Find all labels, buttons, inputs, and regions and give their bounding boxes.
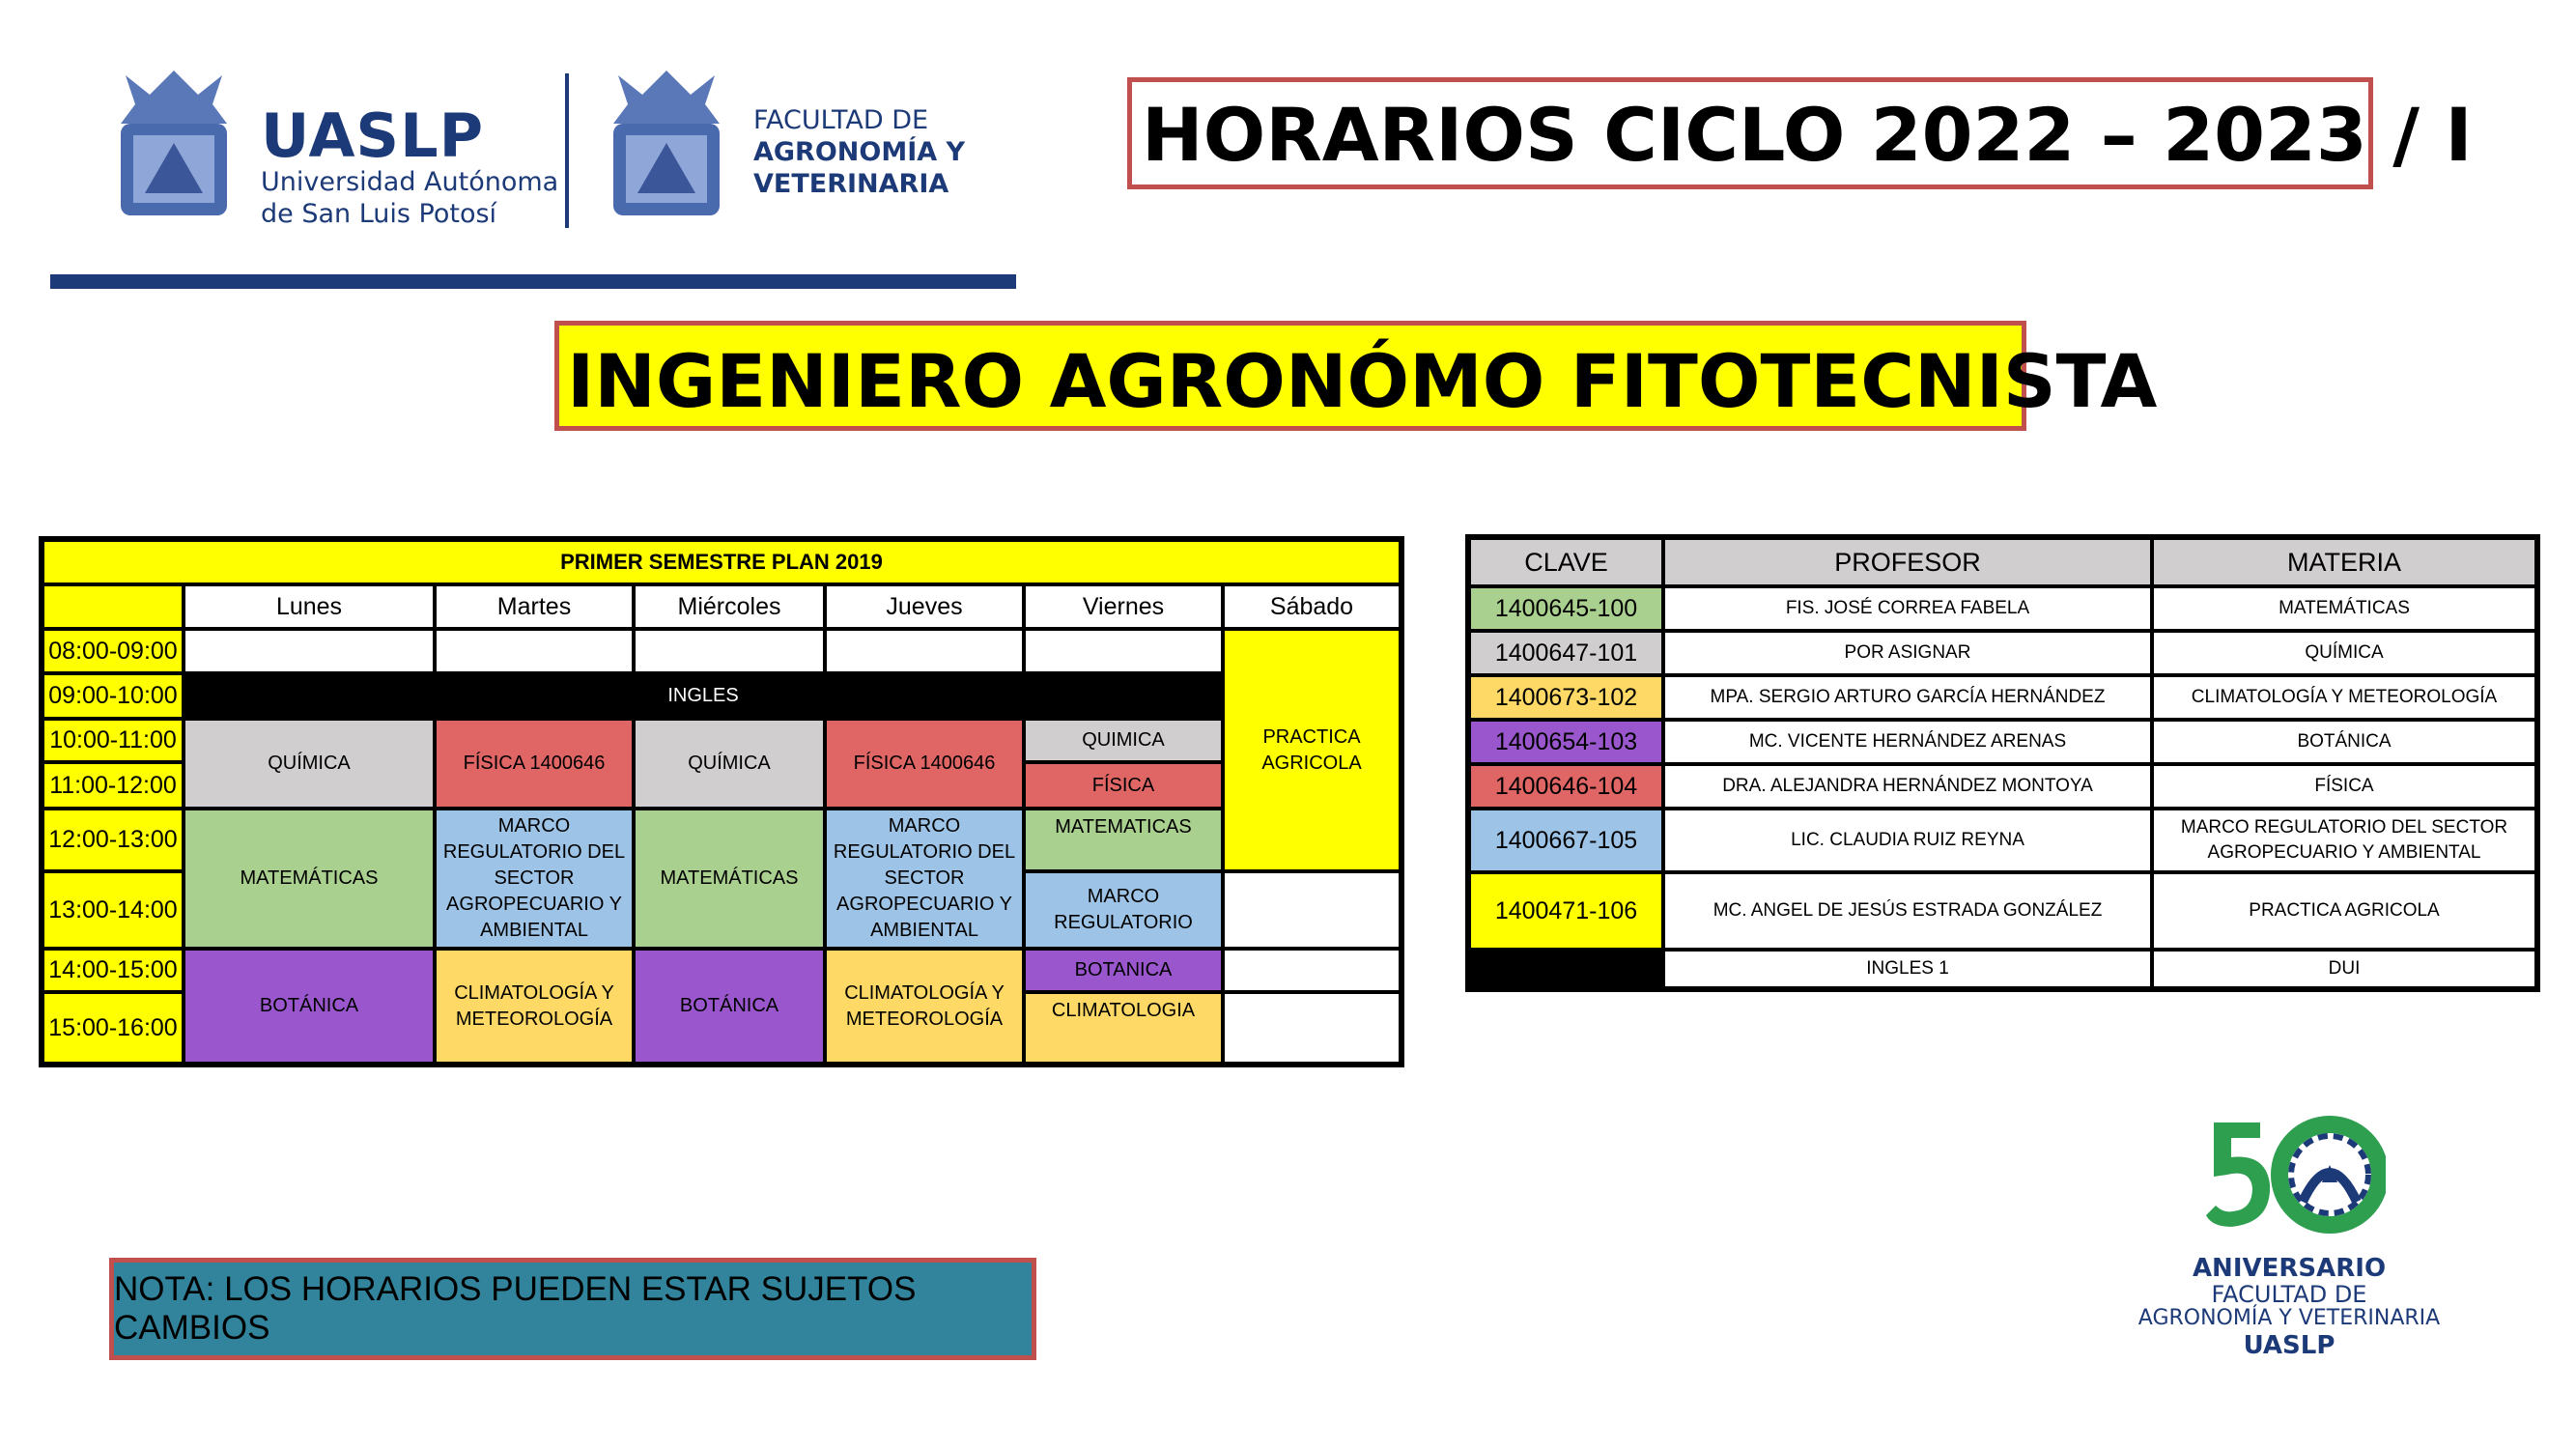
class-fisica: FÍSICA 1400646: [825, 719, 1024, 809]
time-slot: 11:00-12:00: [42, 762, 184, 809]
class-botanica: BOTANICA: [1024, 949, 1223, 992]
class-practica-agricola: PRACTICA AGRICOLA: [1223, 629, 1401, 871]
day-header: Jueves: [825, 584, 1024, 629]
materia-cell: DUI: [2152, 950, 2536, 988]
anniversary-faculty: FACULTAD DE: [2211, 1281, 2367, 1308]
day-header: Sábado: [1223, 584, 1401, 629]
cycle-title: HORARIOS CICLO 2022 – 2023 / I: [1142, 92, 2473, 178]
corner-cell: [42, 584, 184, 629]
empty-cell: [184, 629, 435, 673]
class-marco-regulatorio: MARCO REGULATORIO: [1024, 871, 1223, 949]
class-marco-regulatorio: MARCO REGULATORIO DEL SECTOR AGROPECUARIO Y AMBIENTAL: [435, 809, 634, 949]
day-header: Viernes: [1024, 584, 1223, 629]
time-slot: 10:00-11:00: [42, 719, 184, 762]
class-fisica: FÍSICA 1400646: [435, 719, 634, 809]
materia-cell: CLIMATOLOGÍA Y METEOROLOGÍA: [2152, 675, 2536, 720]
anniversary-uaslp: UASLP: [2243, 1331, 2335, 1360]
class-ingles: INGLES: [184, 673, 1223, 719]
class-climatologia: CLIMATOLOGÍA Y METEOROLOGÍA: [825, 949, 1024, 1064]
class-marco-regulatorio: MARCO REGULATORIO DEL SECTOR AGROPECUARIO Y AMBIENTAL: [825, 809, 1024, 949]
class-climatologia: CLIMATOLOGÍA Y METEOROLOGÍA: [435, 949, 634, 1064]
uaslp-logo: [106, 66, 1072, 240]
class-botanica: BOTÁNICA: [634, 949, 825, 1064]
materia-cell: PRACTICA AGRICOLA: [2152, 872, 2536, 950]
clave-cell: 1400667-105: [1469, 809, 1663, 872]
uaslp-shield-icon: [106, 66, 241, 230]
class-quimica: QUÍMICA: [184, 719, 435, 809]
day-header: Miércoles: [634, 584, 825, 629]
anniversary-logo: [2115, 1111, 2463, 1372]
profesor-cell: POR ASIGNAR: [1663, 631, 2152, 675]
schedule-title: PRIMER SEMESTRE PLAN 2019: [42, 540, 1401, 584]
materia-cell: MATEMÁTICAS: [2152, 586, 2536, 631]
class-botanica: BOTÁNICA: [184, 949, 435, 1064]
profesor-cell: INGLES 1: [1663, 950, 2152, 988]
empty-cell: [634, 629, 825, 673]
materia-cell: FÍSICA: [2152, 764, 2536, 809]
schedule-note: [109, 1258, 1036, 1360]
materia-cell: BOTÁNICA: [2152, 720, 2536, 764]
class-matematicas: MATEMÁTICAS: [184, 809, 435, 949]
time-slot: 13:00-14:00: [42, 871, 184, 949]
time-slot: 08:00-09:00: [42, 629, 184, 673]
anniversary-50-icon: [2202, 1115, 2386, 1240]
clave-cell: 1400646-104: [1469, 764, 1663, 809]
header-clave: CLAVE: [1469, 538, 1663, 586]
schedule-table: [39, 536, 1404, 1067]
time-slot: 14:00-15:00: [42, 949, 184, 992]
profesor-cell: FIS. JOSÉ CORREA FABELA: [1663, 586, 2152, 631]
empty-cell: [1223, 949, 1401, 992]
time-slot: 09:00-10:00: [42, 673, 184, 719]
university-name: Universidad Autónoma de San Luis Potosí: [261, 167, 559, 229]
program-title-box: [554, 321, 2158, 431]
header-profesor: PROFESOR: [1663, 538, 2152, 586]
anniversary-title: ANIVERSARIO: [2192, 1254, 2387, 1283]
anniversary-faculty-name: AGRONOMÍA Y VETERINARIA: [2137, 1306, 2441, 1330]
clave-cell: [1469, 950, 1663, 988]
clave-cell: 1400673-102: [1469, 675, 1663, 720]
note-text: NOTA: LOS HORARIOS PUEDEN ESTAR SUJETOS CAMBIOS: [114, 1270, 917, 1347]
clave-cell: 1400471-106: [1469, 872, 1663, 950]
cycle-title-box: [1127, 77, 2473, 189]
empty-cell: [435, 629, 634, 673]
time-slot: 12:00-13:00: [42, 809, 184, 871]
materia-cell: MARCO REGULATORIO DEL SECTOR AGROPECUARIO Y AMBIENTAL: [2152, 809, 2536, 872]
day-header: Lunes: [184, 584, 435, 629]
header-materia: MATERIA: [2152, 538, 2536, 586]
class-climatologia: CLIMATOLOGIA: [1024, 992, 1223, 1064]
class-fisica: FÍSICA: [1024, 762, 1223, 809]
empty-cell: [1223, 871, 1401, 949]
profesor-cell: MC. ANGEL DE JESÚS ESTRADA GONZÁLEZ: [1663, 872, 2152, 950]
empty-cell: [1223, 992, 1401, 1064]
materia-cell: QUÍMICA: [2152, 631, 2536, 675]
time-slot: 15:00-16:00: [42, 992, 184, 1064]
profesor-cell: DRA. ALEJANDRA HERNÁNDEZ MONTOYA: [1663, 764, 2152, 809]
clave-cell: 1400645-100: [1469, 586, 1663, 631]
header-divider-bar: [50, 274, 1016, 289]
class-quimica: QUÍMICA: [634, 719, 825, 809]
empty-cell: [825, 629, 1024, 673]
day-header: Martes: [435, 584, 634, 629]
class-quimica: QUIMICA: [1024, 719, 1223, 762]
clave-cell: 1400647-101: [1469, 631, 1663, 675]
logo-divider: [565, 73, 569, 228]
class-matematicas: MATEMÁTICAS: [634, 809, 825, 949]
professor-table: [1465, 534, 2540, 992]
faculty-name: FACULTAD DE AGRONOMÍA Y VETERINARIA: [753, 105, 966, 199]
profesor-cell: MPA. SERGIO ARTURO GARCÍA HERNÁNDEZ: [1663, 675, 2152, 720]
empty-cell: [1024, 629, 1223, 673]
profesor-cell: LIC. CLAUDIA RUIZ REYNA: [1663, 809, 2152, 872]
clave-cell: 1400654-103: [1469, 720, 1663, 764]
faculty-shield-icon: [599, 66, 734, 230]
program-title: INGENIERO AGRONÓMO FITOTECNISTA: [567, 338, 2158, 424]
class-matematicas: MATEMATICAS: [1024, 809, 1223, 871]
profesor-cell: MC. VICENTE HERNÁNDEZ ARENAS: [1663, 720, 2152, 764]
uaslp-wordmark: UASLP: [261, 100, 485, 171]
